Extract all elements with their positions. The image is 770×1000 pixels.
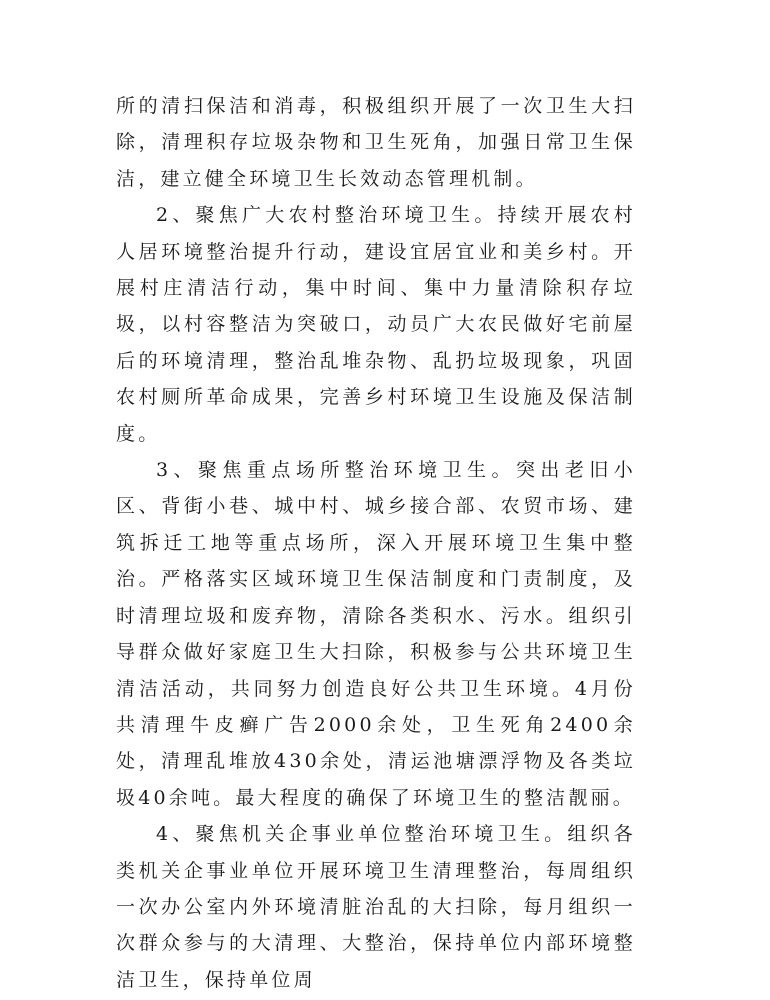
paragraph-key-places-sanitation: 3、聚焦重点场所整治环境卫生。突出老旧小区、背街小巷、城中村、城乡接合部、农贸市场、建筑拆迁工地等重点场所，深入开展环境卫生集中整治。严格落实区域环境卫生保洁制度和门责制度，及时清理垃圾和废弃物，清除各类积水、污水。组织引导群众做好家庭卫生大扫除，积极参与公共环境卫生清洁活动，共同努力创造良好公共卫生环境。4月份共清理牛皮癣广告2000余处，卫生死角2400余处，清理乱堆放430余处，清运池塘漂浮物及各类垃圾40余吨。最大程度的确保了环境卫生的整洁靓丽。 (116, 459, 636, 809)
paragraph-continuation: 所的清扫保洁和消毒，积极组织开展了一次卫生大扫除，清理积存垃圾杂物和卫生死角，加强日常卫生保洁，建立健全环境卫生长效动态管理机制。 (116, 95, 636, 190)
paragraph-institutions-sanitation: 4、聚焦机关企事业单位整治环境卫生。组织各类机关企事业单位开展环境卫生清理整治，每周组织一次办公室内外环境清脏治乱的大扫除，每月组织一次群众参与的大清理、大整治，保持单位内部环境整洁卫生，保持单位周 (116, 823, 636, 991)
paragraph-rural-sanitation: 2、聚焦广大农村整治环境卫生。持续开展农村人居环境整治提升行动，建设宜居宜业和美乡村。开展村庄清洁行动，集中时间、集中力量清除积存垃圾，以村容整洁为突破口，动员广大农民做好宅前屋后的环境清理，整治乱堆杂物、乱扔垃圾现象，巩固农村厕所革命成果，完善乡村环境卫生设施及保洁制度。 (116, 204, 636, 445)
document-body (116, 88, 636, 998)
